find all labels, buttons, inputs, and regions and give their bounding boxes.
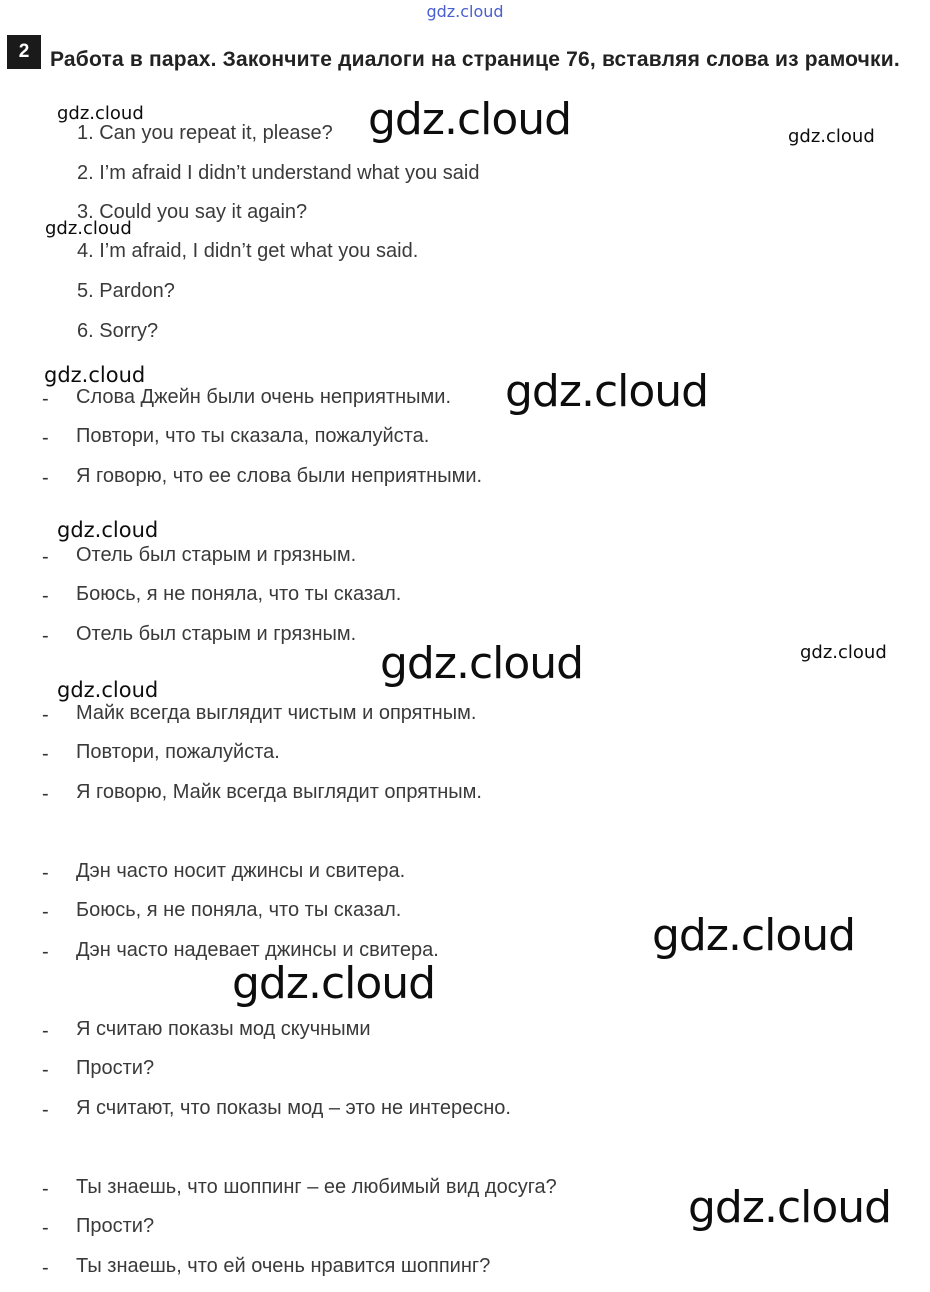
dialogue-line: Я говорю, Майк всегда выглядит опрятным. xyxy=(76,781,482,803)
phrase-item: 4. I’m afraid, I didn’t get what you said. xyxy=(77,240,419,262)
dialogue-line: Боюсь, я не поняла, что ты сказал. xyxy=(76,583,402,605)
watermark: gdz.cloud xyxy=(57,103,144,124)
watermark: gdz.cloud xyxy=(368,94,572,145)
watermark: gdz.cloud xyxy=(505,366,709,417)
task-number-badge: 2 xyxy=(7,35,41,69)
watermark: gdz.cloud xyxy=(232,958,436,1009)
phrase-item: 2. I’m afraid I didn’t understand what you said xyxy=(77,162,480,184)
watermark: gdz.cloud xyxy=(380,638,584,689)
dialogue-line: Майк всегда выглядит чистым и опрятным. xyxy=(76,702,477,724)
watermark: gdz.cloud xyxy=(45,218,132,239)
dialogue-line: Повтори, что ты сказала, пожалуйста. xyxy=(76,425,430,447)
dialogue-dash: - xyxy=(42,1257,49,1279)
task-title: Работа в парах. Закончите диалоги на странице 76, вставляя слова из рамочки. xyxy=(50,48,900,71)
phrase-item: 5. Pardon? xyxy=(77,280,175,302)
dialogue-dash: - xyxy=(42,546,49,568)
phrase-item: 3. Could you say it again? xyxy=(77,201,308,223)
dialogue-dash: - xyxy=(42,388,49,410)
dialogue-line: Я считаю показы мод скучными xyxy=(76,1018,371,1040)
dialogue-line: Отель был старым и грязным. xyxy=(76,544,357,566)
dialogue-dash: - xyxy=(42,467,49,489)
dialogue-dash: - xyxy=(42,704,49,726)
dialogue-dash: - xyxy=(42,783,49,805)
dialogue-dash: - xyxy=(42,625,49,647)
dialogue-line: Отель был старым и грязным. xyxy=(76,623,357,645)
watermark: gdz.cloud xyxy=(57,518,159,542)
dialogue-dash: - xyxy=(42,743,49,765)
dialogue-dash: - xyxy=(42,1059,49,1081)
dialogue-line: Прости? xyxy=(76,1215,155,1237)
dialogue-line: Слова Джейн были очень неприятными. xyxy=(76,386,452,408)
dialogue-line: Дэн часто надевает джинсы и свитера. xyxy=(76,939,439,961)
watermark: gdz.cloud xyxy=(652,910,856,961)
dialogue-line: Боюсь, я не поняла, что ты сказал. xyxy=(76,899,402,921)
dialogue-dash: - xyxy=(42,901,49,923)
dialogue-dash: - xyxy=(42,1099,49,1121)
dialogue-line: Прости? xyxy=(76,1057,155,1079)
dialogue-line: Повтори, пожалуйста. xyxy=(76,741,280,763)
dialogue-dash: - xyxy=(42,941,49,963)
dialogue-dash: - xyxy=(42,427,49,449)
dialogue-line: Я говорю, что ее слова были неприятными. xyxy=(76,465,483,487)
watermark: gdz.cloud xyxy=(788,126,875,147)
dialogue-line: Ты знаешь, что ей очень нравится шоппинг? xyxy=(76,1255,491,1277)
dialogue-dash: - xyxy=(42,585,49,607)
dialogue-line: Ты знаешь, что шоппинг – ее любимый вид досуга? xyxy=(76,1176,557,1198)
dialogue-dash: - xyxy=(42,1217,49,1239)
watermark: gdz.cloud xyxy=(800,642,887,663)
watermark: gdz.cloud xyxy=(57,678,159,702)
site-logo[interactable]: gdz.cloud xyxy=(426,2,504,21)
dialogue-dash: - xyxy=(42,862,49,884)
dialogue-line: Дэн часто носит джинсы и свитера. xyxy=(76,860,406,882)
phrase-item: 1. Can you repeat it, please? xyxy=(77,122,333,144)
watermark: gdz.cloud xyxy=(44,363,146,387)
phrase-item: 6. Sorry? xyxy=(77,320,159,342)
dialogue-dash: - xyxy=(42,1020,49,1042)
watermark: gdz.cloud xyxy=(688,1182,892,1233)
dialogue-line: Я считают, что показы мод – это не интересно. xyxy=(76,1097,511,1119)
dialogue-dash: - xyxy=(42,1178,49,1200)
